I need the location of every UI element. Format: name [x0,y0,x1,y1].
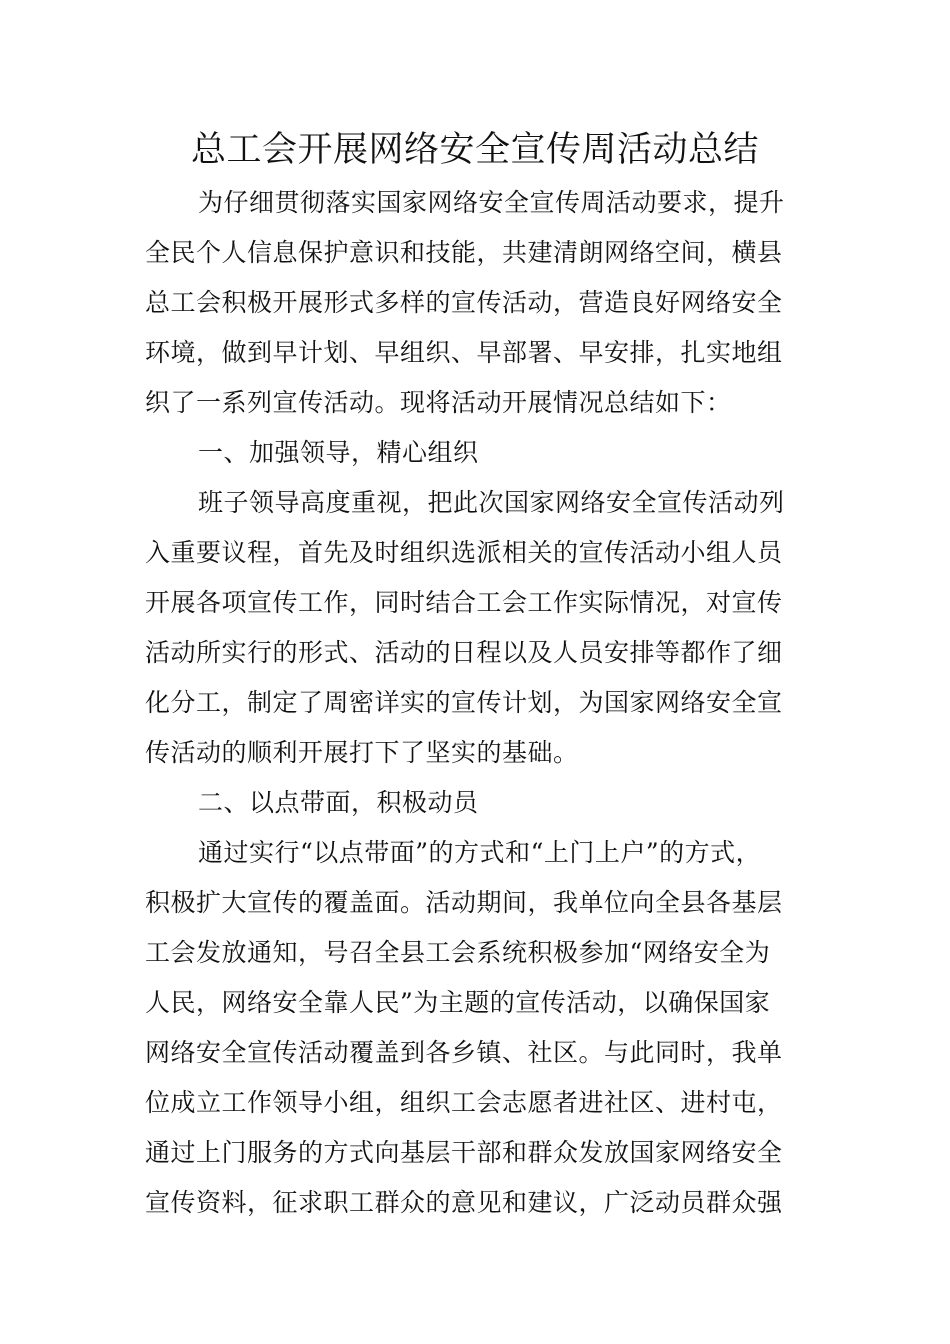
paragraph-line: 传活动的顺利开展打下了坚实的基础。 [145,738,579,767]
paragraph-line: 人民，网络安全靠人民”为主题的宣传活动，以确保国家 [145,988,771,1017]
paragraph-line: 积极扩大宣传的覆盖面。活动期间，我单位向全县各基层 [145,888,783,917]
paragraph-line: 网络安全宣传活动覆盖到各乡镇、社区。与此同时，我单 [145,1038,783,1067]
section-heading: 一、加强领导，精心组织 [198,438,479,467]
paragraph-line: 环境，做到早计划、早组织、早部署、早安排，扎实地组 [145,338,783,367]
document-body [145,178,810,1228]
paragraph-line: 宣传资料，征求职工群众的意见和建议，广泛动员群众强 [145,1188,783,1217]
paragraph-line: 开展各项宣传工作，同时结合工会工作实际情况，对宣传 [145,588,783,617]
paragraph-line: 入重要议程，首先及时组织选派相关的宣传活动小组人员 [145,538,783,567]
section-heading: 二、以点带面，积极动员 [198,788,479,817]
document-title: 总工会开展网络安全宣传周活动总结 [190,130,759,170]
paragraph-line: 总工会积极开展形式多样的宣传活动，营造良好网络安全 [145,288,783,317]
paragraph-line: 全民个人信息保护意识和技能，共建清朗网络空间，横县 [145,238,783,267]
paragraph-line: 活动所实行的形式、活动的日程以及人员安排等都作了细 [145,638,783,667]
paragraph-line: 班子领导高度重视，把此次国家网络安全宣传活动列 [198,488,785,517]
paragraph-line: 织了一系列宣传活动。现将活动开展情况总结如下： [145,388,732,417]
paragraph-line: 位成立工作领导小组，组织工会志愿者进社区、进村屯， [145,1088,783,1117]
paragraph-line: 化分工，制定了周密详实的宣传计划，为国家网络安全宣 [145,688,783,717]
paragraph-line: 工会发放通知，号召全县工会系统积极参加“网络安全为 [145,938,771,967]
paragraph-line: 通过实行“以点带面”的方式和“上门上户”的方式， [198,838,762,867]
paragraph-line: 为仔细贯彻落实国家网络安全宣传周活动要求，提升 [198,188,785,217]
paragraph-line: 通过上门服务的方式向基层干部和群众发放国家网络安全 [145,1138,783,1167]
